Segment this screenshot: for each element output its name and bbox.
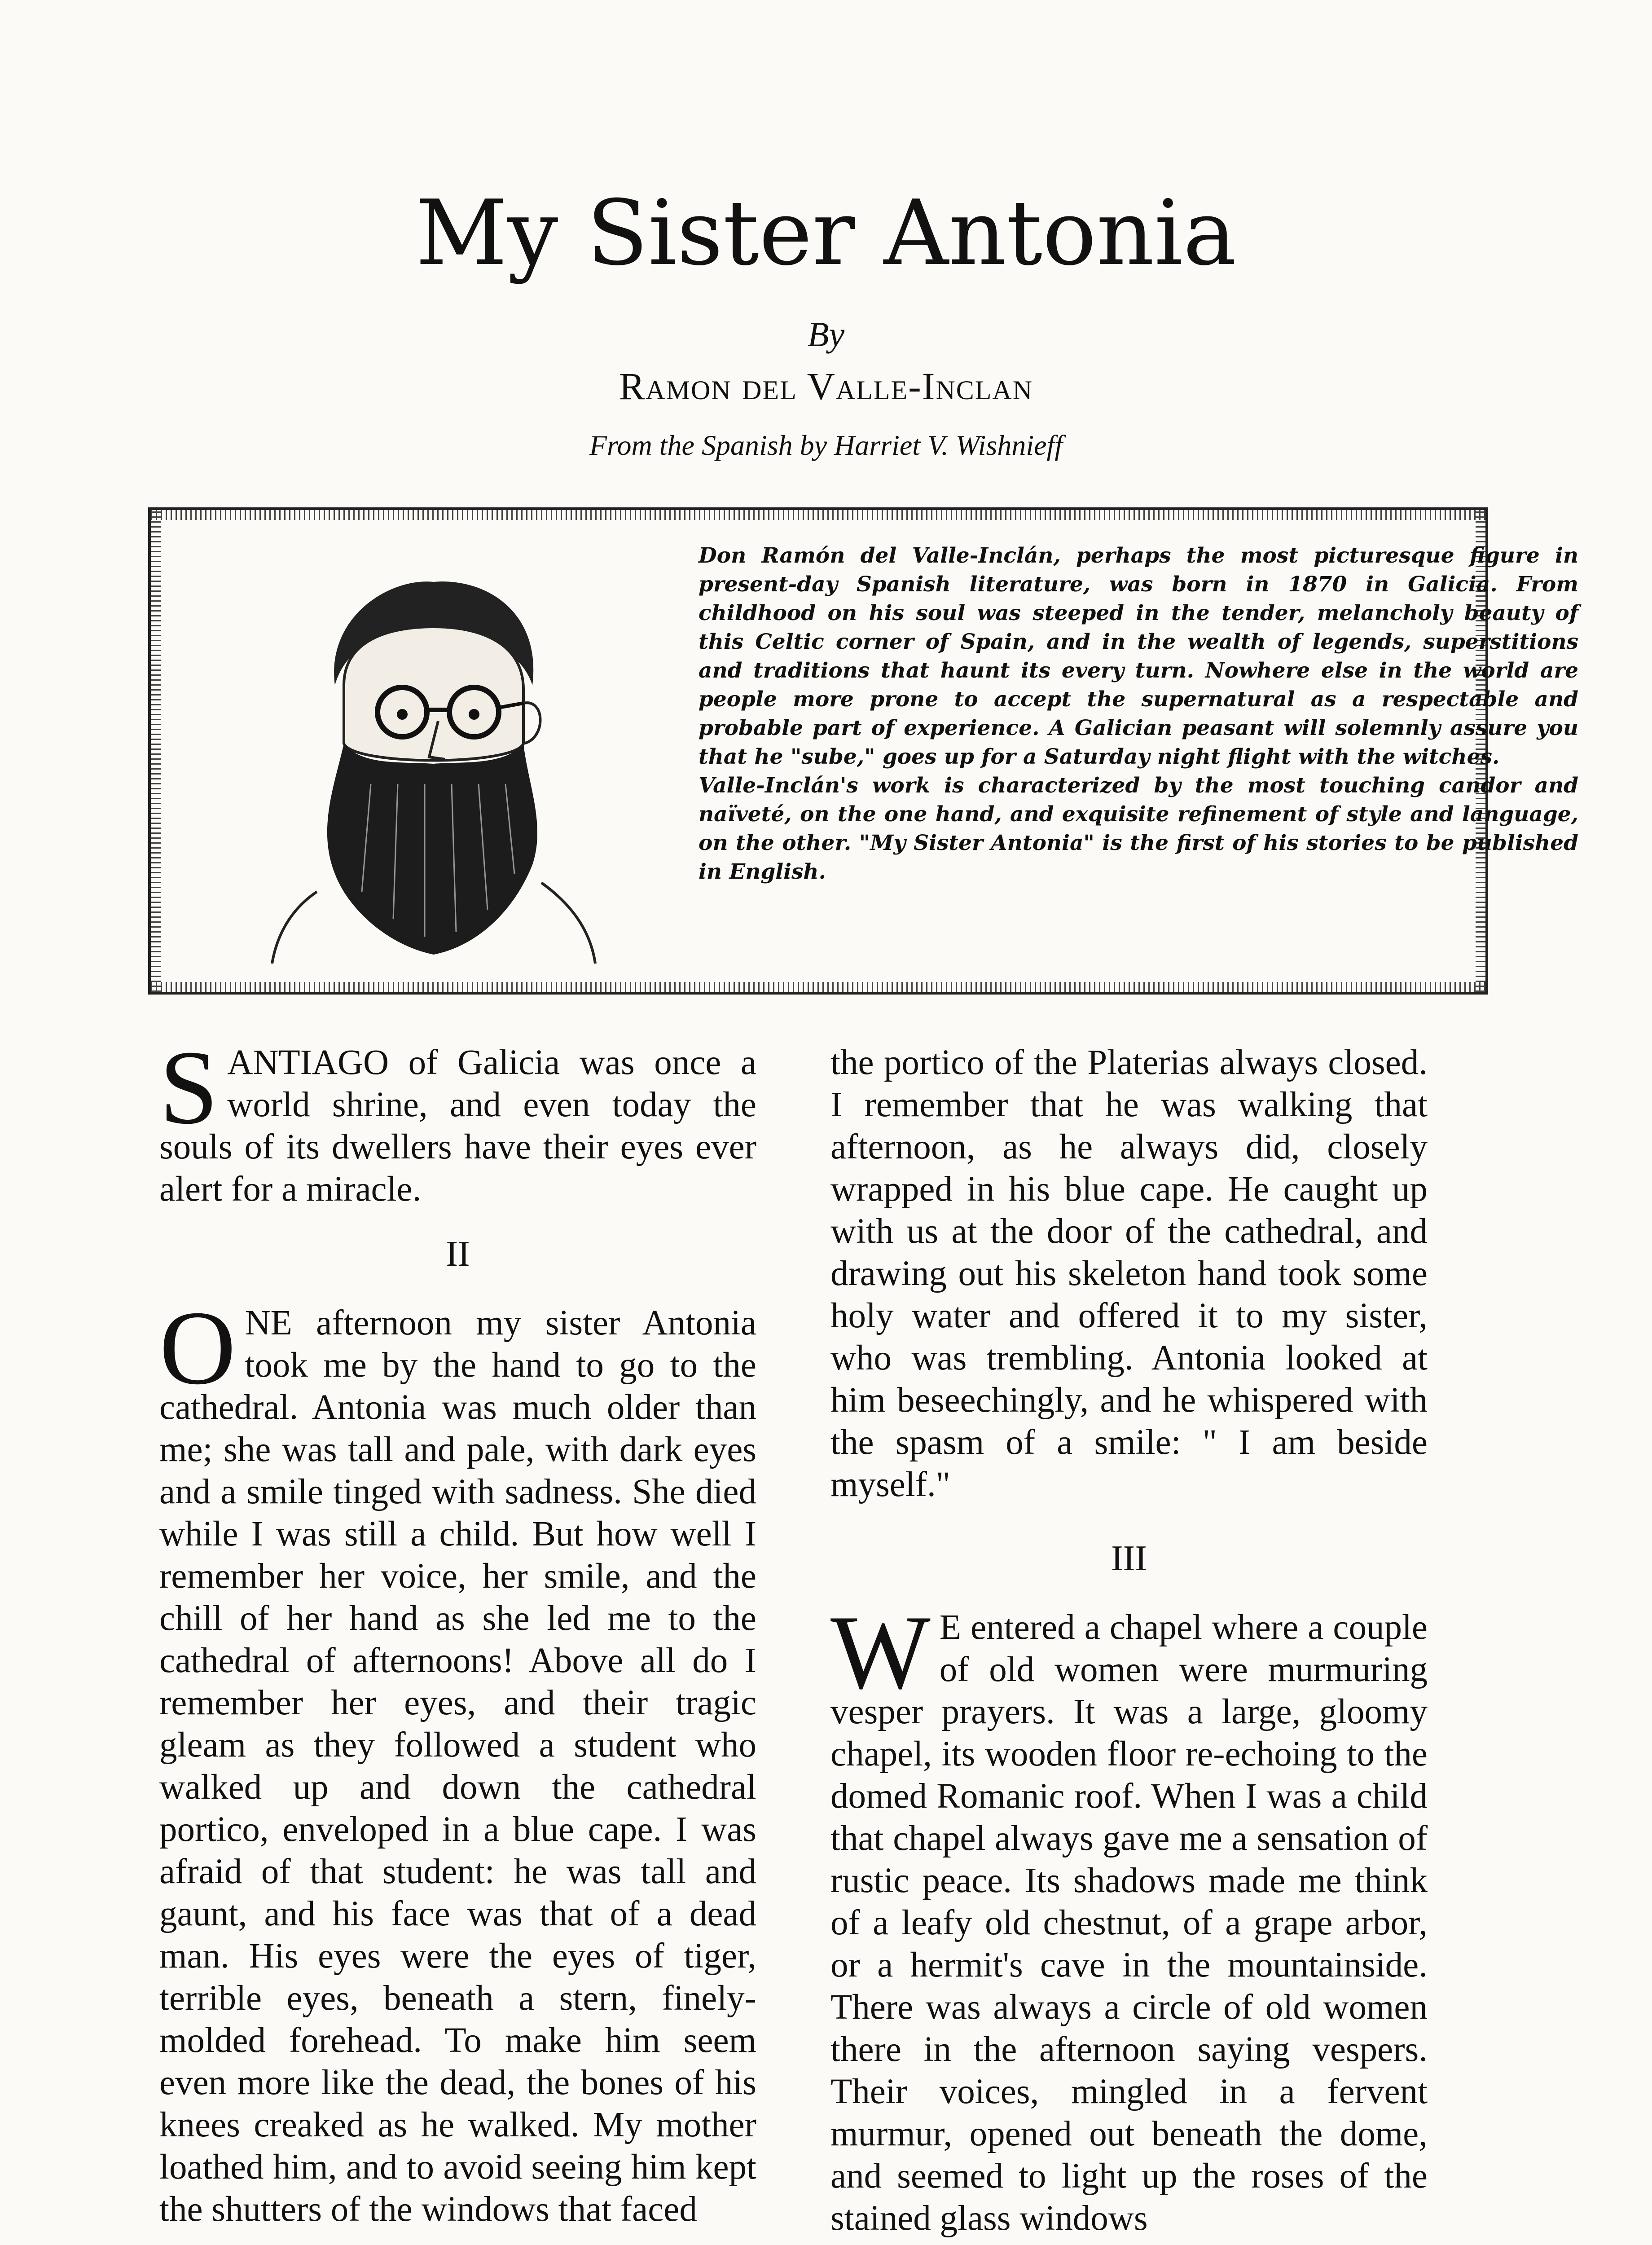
drop-cap: O [159, 1290, 236, 1407]
section-heading-3: III [1111, 1539, 1147, 1578]
section-heading-2: II [446, 1234, 470, 1274]
translator-credit: From the Spanish by Harriet V. Wishnieff [589, 429, 1063, 461]
drop-cap: W [830, 1594, 931, 1711]
left-column [159, 1029, 756, 2231]
intro-paragraph: Valle-Inclán's work is characterized by the most touching candor and naïveté, on the one hand, and exquisite refinement of style and language, on the other. "My Sister Antonia" is the first of his stories to be published in English. [699, 773, 1578, 884]
paragraph-text: E entered a chapel where a couple of old women were murmuring vesper prayers. It was a large, gloomy chapel, its wooden floor re-echoing to the domed Romanic roof. When I was a child that chapel always gave me a sensation of rustic peace. Its shadows made me think of a leafy old chestnut, of a grape arbor, or a hermit's cave in the mountainside. There was always a circle of old women there in the afternoon saying vespers. Their voices, mingled in a fervent murmur, opened out beneath the dome, and seemed to light up the roses of the stained glass windows [830, 1608, 1428, 2238]
story-title: My Sister Antonia [415, 181, 1237, 286]
intro-paragraph: Don Ramón del Valle-Inclán, perhaps the most picturesque figure in present-day Spanish literature, was born in 1870 in Galicia. From childhood on his soul was steeped in the tender, melancholy beauty of this Celtic corner of Spain, and in the wealth of legends, superstitions and traditions that haunt its every turn. Nowhere else in the world are people more prone to accept the supernatural as a respectable and probable part of experience. A Galician peasant will solemnly assure you that he "sube," goes up for a Saturday night flight with the witches. [699, 543, 1578, 769]
paragraph-4 [830, 1594, 1428, 2240]
author-intro-text [699, 541, 1578, 886]
right-column [830, 1042, 1428, 2240]
bearded-man-with-glasses-portrait-icon [200, 550, 649, 964]
paragraph-2 [159, 1290, 756, 2231]
paragraph-1 [159, 1029, 756, 1211]
paragraph-text: ANTIAGO of Galicia was once a world shrine, and even today the souls of its dwellers have their eyes ever alert for a miracle. [159, 1043, 756, 1209]
author-name: Ramon del Valle-Inclan [619, 365, 1033, 408]
byline: By [807, 315, 845, 354]
paragraph-3: the portico of the Platerias always closed. I remember that he was walking that afternoon, as he always did, closely wrapped in his blue cape. He caught up with us at the door of the cathedral, and drawing out his skeleton hand took some holy water and offered it to my sister, who was trembling. Antonia looked at him beseechingly, and he whispered with the spasm of a smile: " I am beside myself." [830, 1043, 1428, 1504]
drop-cap: S [159, 1029, 219, 1146]
paragraph-text: NE afternoon my sister Antonia took me by the hand to go to the cathedral. Antonia was much older than me; she was tall and pale, with dark eyes and a smile tinged with sadness. She died while I was still a child. But how well I remember her voice, her smile, and the chill of her hand as she led me to the cathedral of afternoons! Above all do I remember her eyes, and their tragic gleam as they followed a student who walked up and down the cathedral portico, enveloped in a blue cape. I was afraid of that student: he was tall and gaunt, and his face was that of a dead man. His eyes were the eyes of tiger, terrible eyes, beneath a stern, finely-molded forehead. To make him seem even more like the dead, the bones of his knees creaked as he walked. My mother loathed him, and to avoid seeing him kept the shutters of the windows that faced [159, 1303, 756, 2229]
author-intro-box [148, 507, 1578, 995]
